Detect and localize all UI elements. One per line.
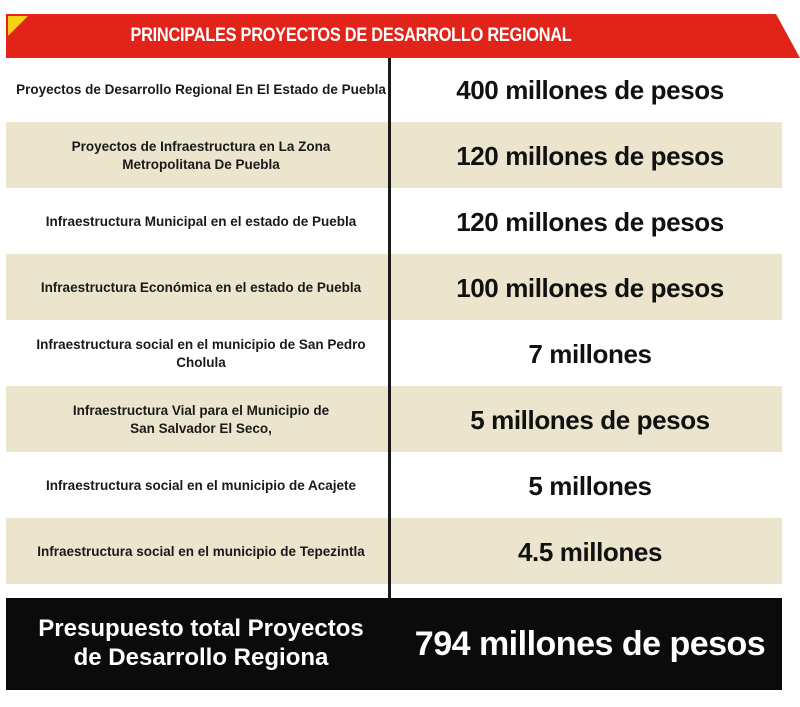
project-label: Infraestructura Vial para el Municipio de San Salvador El Seco, — [72, 403, 330, 436]
table-row — [6, 454, 782, 520]
project-amount: 100 millones de pesos — [456, 272, 724, 303]
column-divider — [388, 58, 391, 598]
project-amount: 5 millones de pesos — [470, 404, 710, 435]
table-row — [6, 190, 782, 256]
project-label: Proyectos de Infraestructura en La Zona Metropolitana De Puebla — [71, 139, 331, 172]
project-label: Infraestructura social en el municipio de Tepezintla — [37, 544, 365, 560]
table-row — [6, 322, 782, 388]
project-amount: 120 millones de pesos — [456, 140, 724, 171]
table-row — [6, 256, 782, 322]
total-label: Presupuesto total Proyectos de Desarrollo Regiona — [38, 615, 364, 671]
table-row — [6, 520, 782, 586]
total-row — [6, 598, 782, 690]
projects-table — [6, 58, 782, 586]
project-amount: 7 millones — [528, 338, 652, 369]
project-label: Proyectos de Desarrollo Regional En El Estado de Puebla — [16, 82, 386, 98]
table-row — [6, 58, 782, 124]
project-label: Infraestructura social en el municipio de San Pedro Cholula — [36, 337, 366, 370]
project-label: Infraestructura Económica en el estado de Puebla — [40, 280, 362, 296]
project-amount: 5 millones — [528, 470, 652, 501]
header-banner — [6, 14, 800, 58]
project-label: Infraestructura Municipal en el estado de Puebla — [45, 214, 357, 230]
project-label: Infraestructura social en el municipio de Acajete — [45, 478, 357, 494]
project-amount: 120 millones de pesos — [456, 206, 724, 237]
project-amount: 4.5 millones — [517, 536, 663, 567]
table-row — [6, 388, 782, 454]
table-row — [6, 124, 782, 190]
header-title: PRINCIPALES PROYECTOS DE DESARROLLO REGIONAL — [130, 25, 572, 46]
total-amount: 794 millones de pesos — [414, 624, 766, 663]
project-amount: 400 millones de pesos — [456, 74, 724, 105]
